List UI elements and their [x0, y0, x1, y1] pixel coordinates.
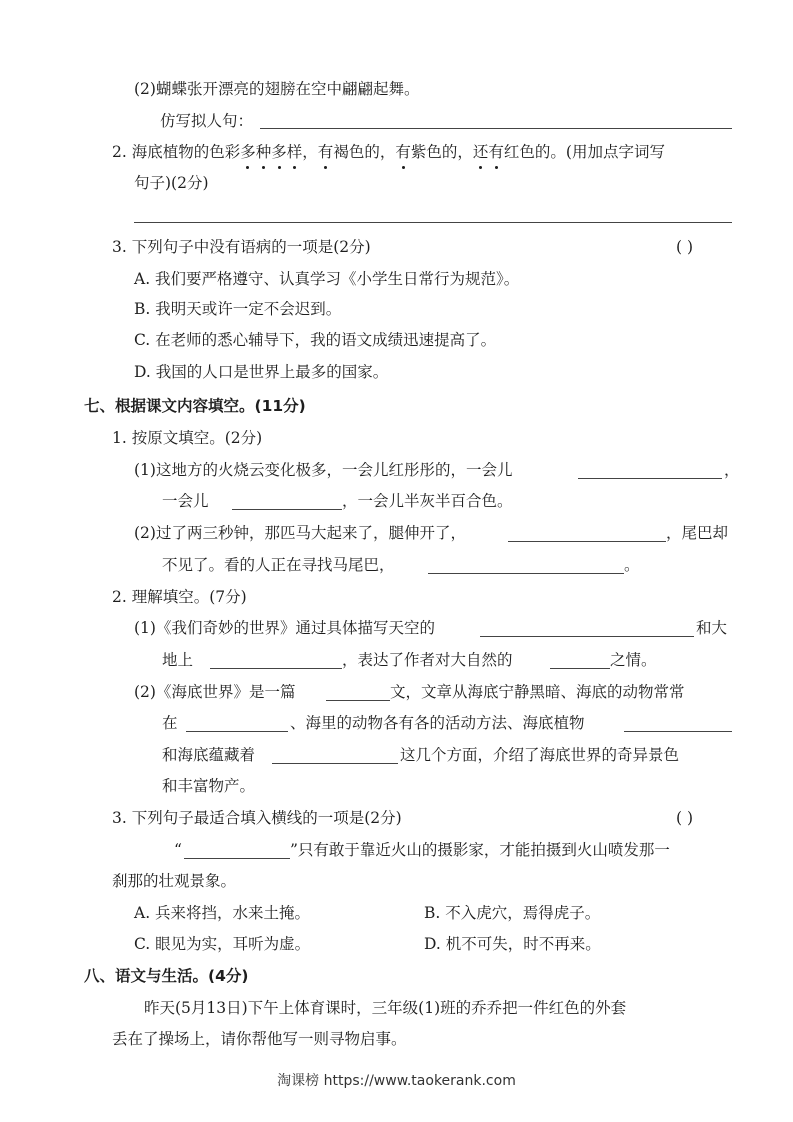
- q7-sub1-item2-a: (2)过了两三秒钟，那匹马大起来了，腿伸开了，: [134, 524, 466, 542]
- q6-item-2: (2)蝴蝶张开漂亮的翅膀在空中翩翩起舞。: [134, 80, 420, 98]
- option-b: B. 我明天或许一定不会迟到。: [134, 300, 342, 318]
- section-8-title: 八、语文与生活。(4分): [84, 967, 249, 985]
- blank-11[interactable]: [272, 763, 398, 764]
- q7-answer-paren[interactable]: ( ): [676, 809, 694, 827]
- imitate-answer-line[interactable]: [260, 128, 732, 129]
- q6-question-2-line2: 句子)(2分): [134, 174, 209, 192]
- q7-sub2-item1-c: 地上: [162, 651, 194, 669]
- q6-question-2-line1: 2. 海底植物的色彩多种多样，有褐色的，有紫色的，还有红色的。(用加点字词写: [112, 143, 665, 161]
- q7-sub1-item1-c: ，一会儿半灰半百合色。: [342, 492, 513, 510]
- dotted-char: 种: [255, 143, 272, 161]
- q7-sub2-item2-g: 和丰富物产。: [162, 777, 256, 795]
- q7-sub2-item2-d: 、海里的动物各有各的活动方法、海底植物: [290, 714, 585, 732]
- q7-sub2-title: 2. 理解填空。(7分): [112, 588, 247, 606]
- section-7-title: 七、根据课文内容填空。(11分): [84, 397, 306, 415]
- dotted-char: 有: [488, 143, 504, 161]
- q8-paragraph-line1: 昨天(5月13日)下午上体育课时，三年级(1)班的乔乔把一件红色的外套: [144, 999, 627, 1017]
- q7-sub2-item2-a: (2)《海底世界》是一篇: [134, 683, 296, 701]
- footer-watermark: 淘课榜 https://www.taokerank.com: [277, 1073, 516, 1089]
- period: 。: [624, 556, 640, 574]
- dotted-char: 还: [472, 143, 489, 161]
- q7-sub3-line2: 刹那的壮观景象。: [112, 872, 237, 890]
- q7-sub1-item2-b: ，尾巴却: [666, 524, 729, 542]
- dotted-char: 样: [286, 143, 303, 161]
- option-a: A. 兵来将挡，水来土掩。: [134, 904, 311, 922]
- q7-sub2-item2-e: 和海底蕴藏着: [162, 746, 256, 764]
- blank-5[interactable]: [480, 636, 694, 637]
- comma: ，: [724, 461, 740, 479]
- q7-sub2-item1-d: ，表达了作者对大自然的: [342, 651, 513, 669]
- q7-sub2-item2-b: 文，文章从海底宁静黑暗、海底的动物常常: [390, 683, 685, 701]
- dotted-char: 多: [271, 143, 287, 161]
- q7-sub2-item1-b: 和大: [696, 619, 728, 637]
- blank-3[interactable]: [508, 541, 666, 542]
- q7-sub2-item1-e: 之情。: [610, 651, 657, 669]
- quote-open: “: [174, 841, 182, 859]
- q6-answer-paren[interactable]: ( ): [676, 238, 694, 256]
- option-b: B. 不入虎穴，焉得虎子。: [424, 904, 601, 922]
- imitate-label: 仿写拟人句：: [160, 112, 254, 130]
- option-d: D. 我国的人口是世界上最多的国家。: [134, 363, 389, 381]
- q6-question-3-stem: 3. 下列句子中没有语病的一项是(2分): [112, 238, 371, 256]
- option-a: A. 我们要严格遵守、认真学习《小学生日常行为规范》。: [134, 270, 520, 288]
- q7-sub1-item1-b: 一会儿: [162, 492, 209, 510]
- blank-4[interactable]: [428, 573, 624, 574]
- blank-2[interactable]: [232, 509, 342, 510]
- option-c: C. 眼见为实，耳听为虚。: [134, 935, 311, 953]
- blank-10[interactable]: [624, 731, 732, 732]
- q7-sub2-item2-f: 这几个方面，介绍了海底世界的奇异景色: [400, 746, 680, 764]
- q8-paragraph-line2: 丢在了操场上，请你帮他写一则寻物启事。: [112, 1030, 407, 1048]
- q7-sub3-stem: 3. 下列句子最适合填入横线的一项是(2分): [112, 809, 402, 827]
- option-d: D. 机不可失，时不再来。: [424, 935, 601, 953]
- q7-sub3-quote-rest: ”只有敢于靠近火山的摄影家，才能拍摄到火山喷发那一: [290, 841, 670, 859]
- q7-sub1-item2-c: 不见了。看的人正在寻找马尾巴，: [162, 556, 395, 574]
- blank-6[interactable]: [210, 668, 342, 669]
- option-c: C. 在老师的悉心辅导下，我的语文成绩迅速提高了。: [134, 331, 497, 349]
- blank-7[interactable]: [550, 668, 610, 669]
- dotted-char: 有: [317, 143, 334, 161]
- blank-1[interactable]: [578, 478, 722, 479]
- blank-9[interactable]: [186, 731, 288, 732]
- q7-sub2-item1-a: (1)《我们奇妙的世界》通过具体描写天空的: [134, 619, 435, 637]
- q7-sub2-item2-c: 在: [162, 714, 178, 732]
- q2-answer-line[interactable]: [134, 222, 732, 223]
- dotted-char: 多: [240, 143, 256, 161]
- blank-8[interactable]: [326, 700, 390, 701]
- blank-12[interactable]: [184, 858, 290, 859]
- q7-sub1-item1-a: (1)这地方的火烧云变化极多，一会儿红彤彤的，一会儿: [134, 461, 513, 479]
- q7-sub1-title: 1. 按原文填空。(2分): [112, 429, 263, 447]
- dotted-char: 有: [395, 143, 411, 161]
